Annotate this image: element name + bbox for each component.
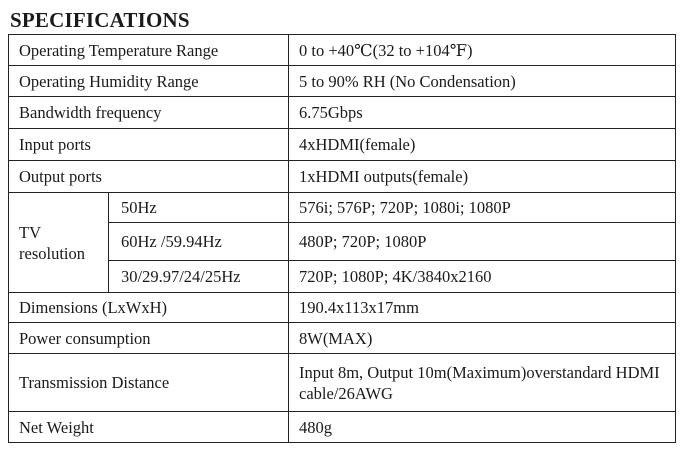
- table-row: [9, 35, 676, 66]
- spec-value: Input 8m, Output 10m(Maximum)overstandard HDMI cable/26AWG: [289, 354, 676, 412]
- spec-label: Input ports: [9, 129, 289, 161]
- table-row: [9, 193, 676, 223]
- tv-rate: 50Hz: [109, 193, 289, 223]
- table-row: [9, 261, 676, 293]
- table-row: [9, 354, 676, 412]
- tv-rate: 30/29.97/24/25Hz: [109, 261, 289, 293]
- spec-label: Net Weight: [9, 412, 289, 443]
- tv-rate: 60Hz /59.94Hz: [109, 223, 289, 261]
- specifications-table: [8, 34, 676, 443]
- spec-value: 1xHDMI outputs(female): [289, 161, 676, 193]
- spec-value: 190.4x113x17mm: [289, 293, 676, 323]
- spec-value: 480P; 720P; 1080P: [289, 223, 676, 261]
- spec-value: 720P; 1080P; 4K/3840x2160: [289, 261, 676, 293]
- spec-label: Bandwidth frequency: [9, 97, 289, 129]
- table-row: [9, 412, 676, 443]
- table-row: [9, 293, 676, 323]
- spec-label: Operating Humidity Range: [9, 66, 289, 97]
- page-title: SPECIFICATIONS: [10, 8, 190, 32]
- table-row: [9, 323, 676, 354]
- spec-value: 5 to 90% RH (No Condensation): [289, 66, 676, 97]
- table-row: [9, 223, 676, 261]
- spec-value: 0 to +40℃(32 to +104℉): [289, 35, 676, 66]
- spec-label: Power consumption: [9, 323, 289, 354]
- table-row: [9, 129, 676, 161]
- table-row: [9, 97, 676, 129]
- table-row: [9, 66, 676, 97]
- spec-value: 6.75Gbps: [289, 97, 676, 129]
- spec-label: Operating Temperature Range: [9, 35, 289, 66]
- tv-resolution-label: TV resolution: [9, 193, 109, 293]
- spec-value: 480g: [289, 412, 676, 443]
- spec-label: Dimensions (LxWxH): [9, 293, 289, 323]
- spec-value: 8W(MAX): [289, 323, 676, 354]
- spec-label: Transmission Distance: [9, 354, 289, 412]
- spec-value: 576i; 576P; 720P; 1080i; 1080P: [289, 193, 676, 223]
- spec-value: 4xHDMI(female): [289, 129, 676, 161]
- table-row: [9, 161, 676, 193]
- spec-label: Output ports: [9, 161, 289, 193]
